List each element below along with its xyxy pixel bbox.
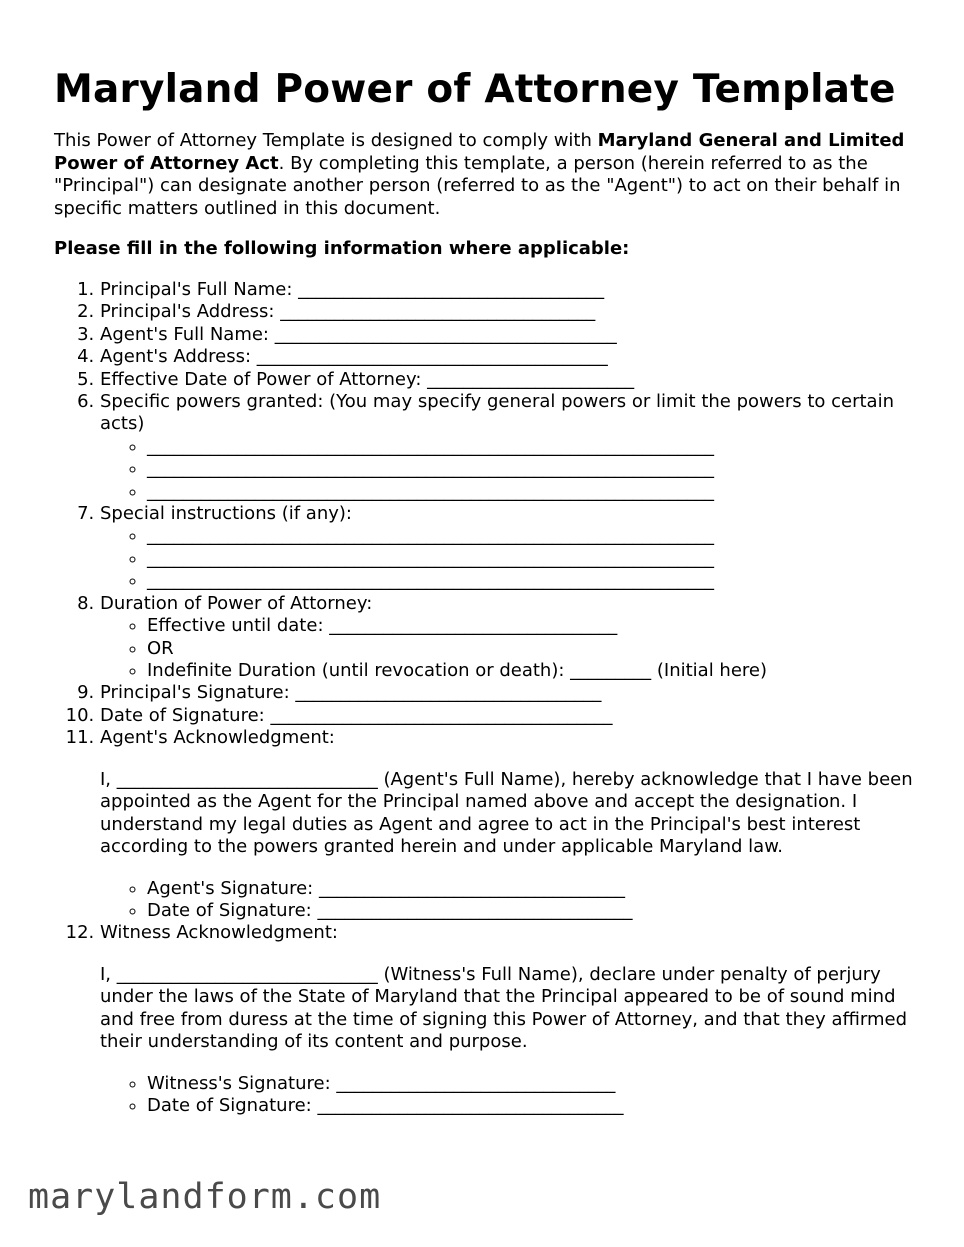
specific-power-line[interactable]: ◦ _______________________________________________________________ — [147, 436, 914, 458]
agent-signature-field[interactable]: ◦ Agent's Signature: __________________________________ — [147, 878, 914, 900]
agent-date-field[interactable]: ◦ Date of Signature: ___________________________________ — [147, 900, 914, 922]
agent-name-field[interactable]: 3. Agent's Full Name: ______________________________________ — [100, 324, 914, 346]
specific-powers-lines — [100, 436, 914, 503]
witness-acknowledgment-item — [100, 922, 914, 1117]
specific-power-line[interactable]: ◦ _______________________________________________________________ — [147, 458, 914, 480]
special-instruction-line[interactable]: ◦ _______________________________________________________________ — [147, 525, 914, 547]
principal-address-field[interactable]: 2. Principal's Address: ___________________________________ — [100, 301, 914, 323]
witness-acknowledgment-text[interactable]: I, _____________________________ (Witness's Full Name), declare under penalty of perjury under the laws of the State of Maryland that the Principal appeared to be of sound mind and free from duress at the time of signing this Power of Attorney, and that they affirmed their understanding of its content and purpose. — [100, 963, 907, 1053]
agent-acknowledgment-text[interactable]: I, _____________________________ (Agent's Full Name), hereby acknowledge that I have been appointed as the Agent for the Principal named above and accept the designation. I understand my legal duties as Agent and agree to act in the Principal's best interest according to the powers granted herein and under applicable Maryland law. — [100, 768, 913, 858]
specific-powers-item — [100, 391, 914, 503]
witness-date-field[interactable]: ◦ Date of Signature: __________________________________ — [147, 1095, 914, 1117]
act-name: Maryland General and Limited Power of Attorney Act — [54, 130, 905, 174]
specific-powers-label: Specific powers granted: (You may specify general powers or limit the powers to certain acts) — [100, 391, 894, 435]
instruction-heading: Please fill in the following information where applicable: — [54, 238, 630, 259]
or-separator: ◦ OR — [147, 638, 914, 660]
agent-acknowledgment-item — [100, 727, 914, 922]
duration-item — [100, 593, 914, 683]
specific-power-line[interactable]: ◦ _______________________________________________________________ — [147, 481, 914, 503]
witness-signature-lines — [100, 1073, 914, 1118]
duration-options — [100, 615, 914, 682]
site-watermark: marylandform.com — [28, 1177, 382, 1217]
intro-text-start: This Power of Attorney Template is designed to comply with — [54, 130, 598, 151]
document — [54, 66, 914, 1118]
witness-signature-field[interactable]: ◦ Witness's Signature: _______________________________ — [147, 1073, 914, 1095]
special-instructions-item — [100, 503, 914, 593]
intro-paragraph — [54, 130, 914, 220]
special-instructions-label: Special instructions (if any): — [100, 503, 352, 525]
form-fields-list — [54, 279, 914, 1118]
agent-acknowledgment-label: Agent's Acknowledgment: — [100, 727, 335, 749]
agent-address-field[interactable]: 4. Agent's Address: _______________________________________ — [100, 346, 914, 368]
special-instruction-line[interactable]: ◦ _______________________________________________________________ — [147, 548, 914, 570]
agent-signature-lines — [100, 878, 914, 923]
duration-label: Duration of Power of Attorney: — [100, 592, 373, 614]
effective-date-field[interactable]: 5. Effective Date of Power of Attorney: _______________________ — [100, 369, 914, 391]
page-title: Maryland Power of Attorney Template — [54, 67, 896, 112]
intro-text-end: . By completing this template, a person (herein referred to as the "Principal") can designate another person (referred to as the "Agent") to act on their behalf in specific matters outlined in this document. — [54, 152, 901, 219]
effective-until-field[interactable]: ◦ Effective until date: ________________________________ — [147, 615, 914, 637]
signature-date-field[interactable]: 10. Date of Signature: ______________________________________ — [100, 705, 914, 727]
principal-signature-field[interactable]: 9. Principal's Signature: __________________________________ — [100, 682, 914, 704]
witness-acknowledgment-label: Witness Acknowledgment: — [100, 922, 338, 944]
special-instructions-lines — [100, 525, 914, 592]
indefinite-duration-field[interactable]: ◦ Indefinite Duration (until revocation or death): _________ (Initial here) — [147, 660, 914, 682]
special-instruction-line[interactable]: ◦ _______________________________________________________________ — [147, 570, 914, 592]
principal-name-field[interactable]: 1. Principal's Full Name: __________________________________ — [100, 279, 914, 301]
